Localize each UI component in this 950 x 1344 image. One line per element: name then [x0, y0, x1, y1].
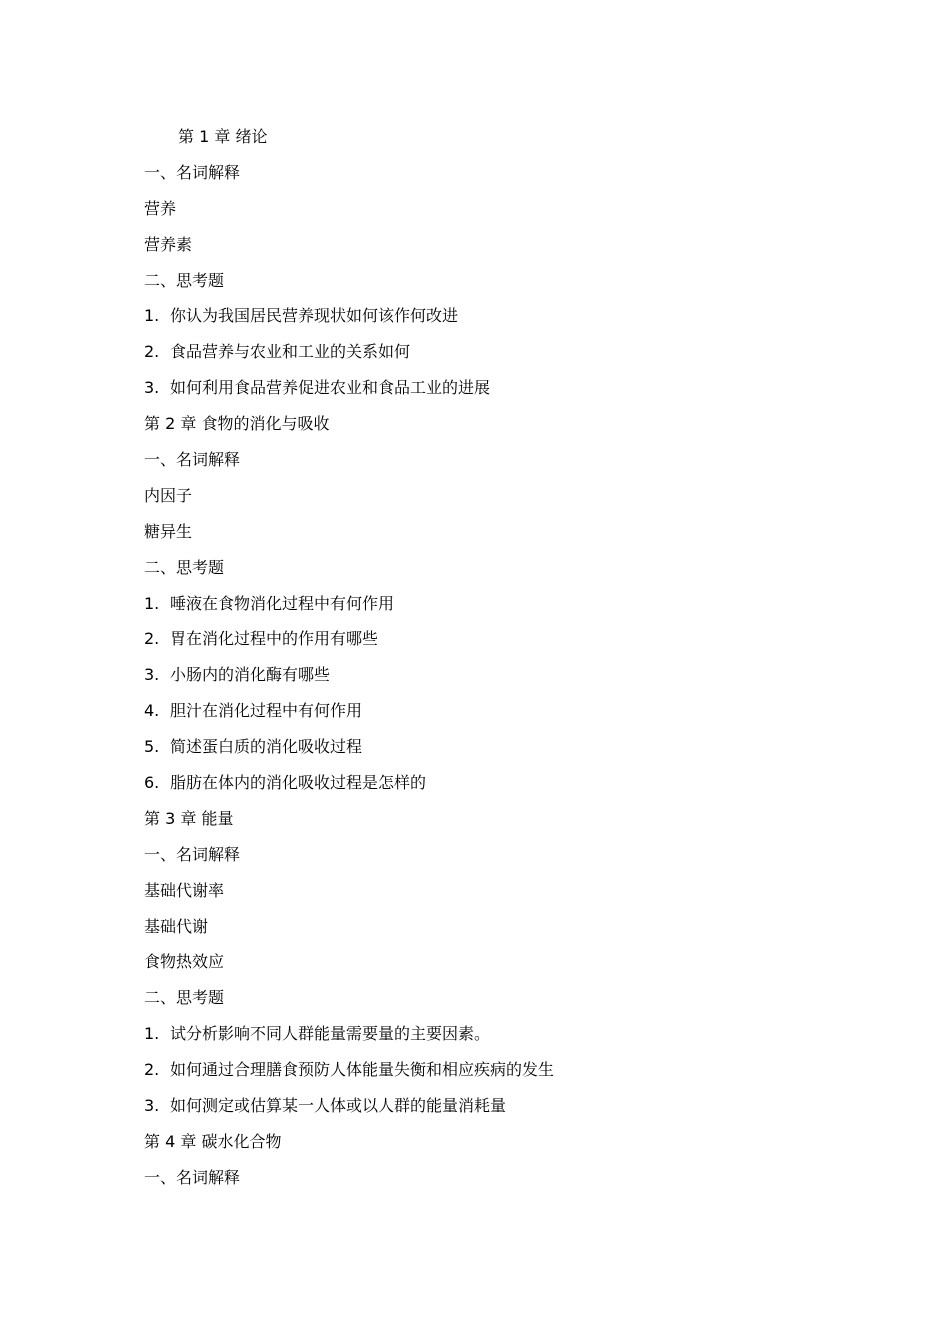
term-text: 内因子	[144, 485, 193, 505]
question-text: 如何测定或估算某一人体或以人群的能量消耗量	[170, 1096, 507, 1116]
term	[144, 909, 844, 945]
section-heading-text: 一、名词解释	[144, 162, 241, 182]
chapter-heading-text: 第 2 章 食物的消化与吸收	[144, 414, 330, 434]
question	[144, 657, 844, 693]
question	[144, 370, 844, 406]
question-text: 小肠内的消化酶有哪些	[170, 665, 331, 685]
section-heading-text: 二、思考题	[144, 557, 225, 577]
question-text: 试分析影响不同人群能量需要量的主要因素。	[170, 1024, 491, 1044]
section-heading	[144, 550, 844, 586]
term	[144, 514, 844, 550]
question	[144, 729, 844, 765]
chapter-heading-text: 第 3 章 能量	[144, 808, 234, 828]
question-text: 脂肪在体内的消化吸收过程是怎样的	[170, 773, 427, 793]
chapter-heading	[144, 119, 844, 155]
section-heading	[144, 1160, 844, 1196]
question	[144, 586, 844, 622]
section-heading	[144, 155, 844, 191]
question	[144, 1016, 844, 1052]
question	[144, 765, 844, 801]
question-number: 2.	[144, 342, 160, 362]
question-number: 3.	[144, 1096, 160, 1116]
section-heading-text: 一、名词解释	[144, 450, 241, 470]
term	[144, 944, 844, 980]
term	[144, 227, 844, 263]
term	[144, 873, 844, 909]
term-text: 基础代谢率	[144, 880, 225, 900]
section-heading-text: 一、名词解释	[144, 1167, 241, 1187]
question-number: 1.	[144, 306, 160, 326]
chapter-heading-text: 第 4 章 碳水化合物	[144, 1131, 282, 1151]
section-heading	[144, 837, 844, 873]
question-number: 5.	[144, 737, 160, 757]
section-heading	[144, 442, 844, 478]
document-body	[144, 119, 844, 1196]
question	[144, 1052, 844, 1088]
question-number: 6.	[144, 773, 160, 793]
section-heading	[144, 263, 844, 299]
question-text: 胃在消化过程中的作用有哪些	[170, 629, 379, 649]
chapter-heading	[144, 406, 844, 442]
question-text: 胆汁在消化过程中有何作用	[170, 701, 363, 721]
question-text: 唾液在食物消化过程中有何作用	[170, 593, 395, 613]
term-text: 食物热效应	[144, 952, 225, 972]
question-text: 如何利用食品营养促进农业和食品工业的进展	[170, 378, 491, 398]
question	[144, 693, 844, 729]
question	[144, 621, 844, 657]
section-heading-text: 二、思考题	[144, 988, 225, 1008]
question-number: 3.	[144, 665, 160, 685]
term-text: 基础代谢	[144, 916, 209, 936]
question-text: 如何通过合理膳食预防人体能量失衡和相应疾病的发生	[170, 1060, 555, 1080]
chapter-heading-text: 第 1 章 绪论	[178, 127, 268, 146]
question	[144, 1088, 844, 1124]
term	[144, 191, 844, 227]
term	[144, 478, 844, 514]
section-heading-text: 一、名词解释	[144, 844, 241, 864]
term-text: 营养	[144, 198, 177, 218]
section-heading-text: 二、思考题	[144, 270, 225, 290]
question-number: 4.	[144, 701, 160, 721]
chapter-heading	[144, 801, 844, 837]
question-number: 2.	[144, 629, 160, 649]
term-text: 营养素	[144, 234, 193, 254]
question-text: 你认为我国居民营养现状如何该作何改进	[170, 306, 459, 326]
question	[144, 298, 844, 334]
question-text: 简述蛋白质的消化吸收过程	[170, 737, 363, 757]
chapter-heading	[144, 1124, 844, 1160]
question-text: 食品营养与农业和工业的关系如何	[170, 342, 411, 362]
question-number: 2.	[144, 1060, 160, 1080]
question	[144, 334, 844, 370]
question-number: 1.	[144, 1024, 160, 1044]
section-heading	[144, 980, 844, 1016]
question-number: 3.	[144, 378, 160, 398]
term-text: 糖异生	[144, 521, 193, 541]
question-number: 1.	[144, 593, 160, 613]
